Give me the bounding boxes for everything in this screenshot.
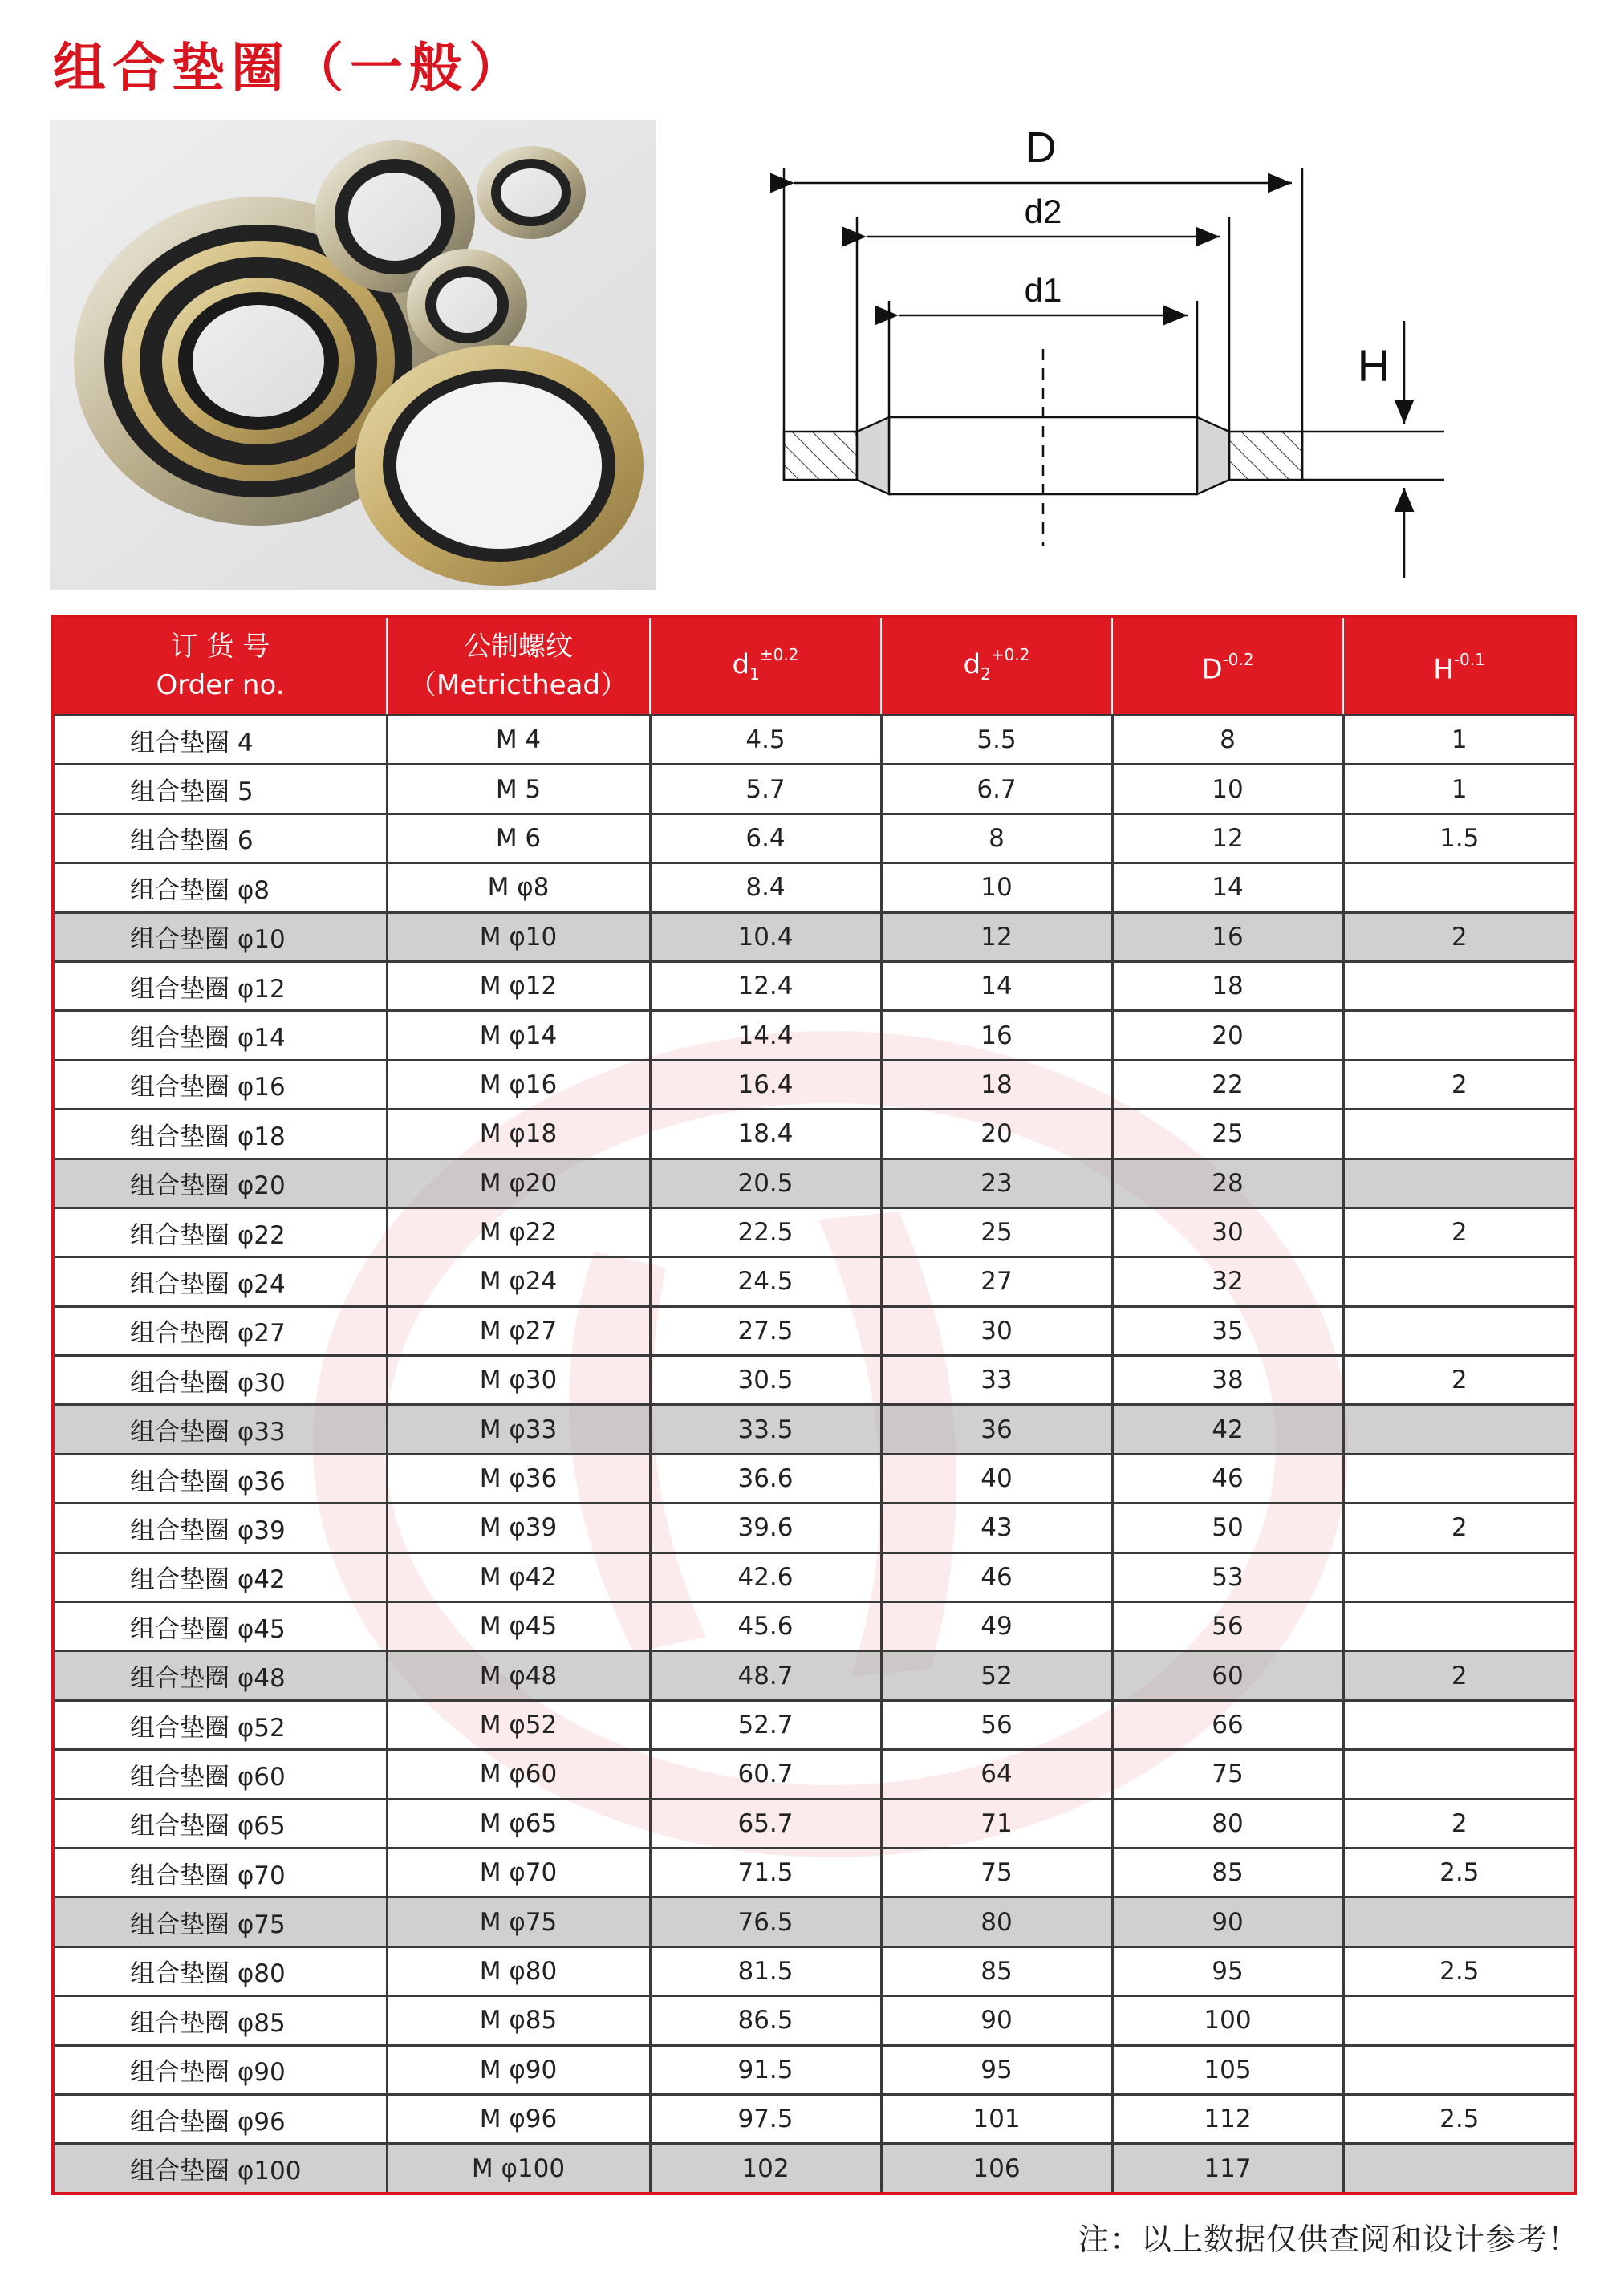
cell-thread: M φ52 [387,1700,650,1749]
table-row [53,1504,1576,1552]
cell-h: 2 [1343,1799,1576,1848]
cell-h [1343,1159,1576,1208]
cell-order: 组合垫圈 φ22 [53,1208,387,1256]
cell-d2: 6.7 [881,765,1112,814]
cell-thread: M φ80 [387,1946,650,1995]
table-header-row [53,616,1576,716]
cell-h: 2.5 [1343,1946,1576,1995]
cell-order: 组合垫圈 φ65 [53,1799,387,1848]
spec-table-body [53,716,1576,2194]
spec-table [51,615,1577,2195]
cell-thread: M φ85 [387,1996,650,2045]
table-row [53,1799,1576,1848]
cell-h: 2 [1343,1356,1576,1405]
cell-order: 组合垫圈 φ60 [53,1750,387,1799]
cell-d2: 25 [881,1208,1112,1256]
cell-order: 组合垫圈 6 [53,814,387,862]
cell-order: 组合垫圈 4 [53,716,387,765]
cell-d: 38 [1112,1356,1343,1405]
cell-d2: 80 [881,1898,1112,1946]
cell-d2: 18 [881,1060,1112,1109]
table-row [53,1110,1576,1159]
cell-d1: 33.5 [650,1405,881,1454]
cell-order: 组合垫圈 φ18 [53,1110,387,1159]
cell-d1: 76.5 [650,1898,881,1946]
label-H: H [1357,340,1391,391]
cell-d: 28 [1112,1159,1343,1208]
cell-d1: 81.5 [650,1946,881,1995]
cell-thread: M φ60 [387,1750,650,1799]
header-H-main: H [1433,653,1454,686]
cell-thread: M φ8 [387,863,650,912]
cell-d1: 24.5 [650,1257,881,1306]
header-d2-sub: 2 [980,664,991,684]
table-row [53,1208,1576,1256]
cell-h [1343,1552,1576,1601]
cell-d2: 36 [881,1405,1112,1454]
cell-d: 53 [1112,1552,1343,1601]
cell-d2: 52 [881,1651,1112,1700]
cell-order: 组合垫圈 φ27 [53,1306,387,1355]
cell-d1: 16.4 [650,1060,881,1109]
cell-d2: 43 [881,1504,1112,1552]
cell-order: 组合垫圈 φ70 [53,1848,387,1897]
cell-d: 75 [1112,1750,1343,1799]
cell-order: 组合垫圈 φ30 [53,1356,387,1405]
header-H [1343,616,1576,716]
cell-h [1343,1898,1576,1946]
cell-thread: M φ100 [387,2144,650,2194]
cell-h: 1 [1343,716,1576,765]
cell-d: 16 [1112,912,1343,961]
label-d2: d2 [1024,193,1062,230]
cell-d2: 95 [881,2045,1112,2094]
cell-thread: M φ12 [387,961,650,1010]
table-row [53,1159,1576,1208]
cell-d1: 42.6 [650,1552,881,1601]
cell-d1: 91.5 [650,2045,881,2094]
cell-d2: 8 [881,814,1112,862]
cell-thread: M φ48 [387,1651,650,1700]
cell-h [1343,2144,1576,2194]
cell-d1: 86.5 [650,1996,881,2045]
cell-h [1343,1454,1576,1503]
table-row [53,2094,1576,2143]
cell-order: 组合垫圈 φ85 [53,1996,387,2045]
table-row [53,1060,1576,1109]
cell-order: 组合垫圈 φ52 [53,1700,387,1749]
cell-order: 组合垫圈 φ75 [53,1898,387,1946]
cell-h [1343,961,1576,1010]
cell-h [1343,1750,1576,1799]
cell-h [1343,1996,1576,2045]
table-row [53,1898,1576,1946]
cell-thread: M φ30 [387,1356,650,1405]
table-row [53,1700,1576,1749]
table-row [53,1011,1576,1060]
cell-order: 组合垫圈 φ14 [53,1011,387,1060]
table-row [53,1848,1576,1897]
cell-d1: 10.4 [650,912,881,961]
table-row [53,961,1576,1010]
table-row [53,863,1576,912]
cell-h: 2.5 [1343,2094,1576,2143]
cell-thread: M φ33 [387,1405,650,1454]
cell-d2: 64 [881,1750,1112,1799]
header-d1-main: d [732,648,750,681]
cell-thread: M φ18 [387,1110,650,1159]
table-row [53,1356,1576,1405]
cell-h [1343,1700,1576,1749]
cell-h: 2.5 [1343,1848,1576,1897]
cell-d1: 71.5 [650,1848,881,1897]
header-D-tolerance: -0.2 [1222,649,1254,669]
table-row [53,716,1576,765]
table-row [53,1996,1576,2045]
cell-d: 50 [1112,1504,1343,1552]
cell-d1: 12.4 [650,961,881,1010]
cell-d: 10 [1112,765,1343,814]
table-row [53,2144,1576,2194]
cell-d: 42 [1112,1405,1343,1454]
cell-order: 组合垫圈 φ20 [53,1159,387,1208]
cell-order: 组合垫圈 φ48 [53,1651,387,1700]
cell-thread: M φ90 [387,2045,650,2094]
table-row [53,1946,1576,1995]
cell-d1: 39.6 [650,1504,881,1552]
product-photo [50,120,656,590]
cell-d2: 71 [881,1799,1112,1848]
label-d1: d1 [1024,271,1062,309]
cell-d2: 5.5 [881,716,1112,765]
cell-thread: M φ75 [387,1898,650,1946]
cell-h [1343,1306,1576,1355]
cell-d: 66 [1112,1700,1343,1749]
cell-d1: 48.7 [650,1651,881,1700]
cell-d: 100 [1112,1996,1343,2045]
cell-d2: 106 [881,2144,1112,2194]
cell-order: 组合垫圈 φ80 [53,1946,387,1995]
cell-d2: 20 [881,1110,1112,1159]
cell-d2: 16 [881,1011,1112,1060]
cell-d2: 49 [881,1602,1112,1651]
cell-order: 组合垫圈 φ90 [53,2045,387,2094]
cell-d1: 18.4 [650,1110,881,1159]
table-row [53,1651,1576,1700]
cell-h: 2 [1343,1504,1576,1552]
cell-d: 8 [1112,716,1343,765]
cell-h: 2 [1343,912,1576,961]
cell-d: 32 [1112,1257,1343,1306]
cell-d: 80 [1112,1799,1343,1848]
cell-d1: 65.7 [650,1799,881,1848]
table-row [53,1257,1576,1306]
cell-d: 35 [1112,1306,1343,1355]
cell-order: 组合垫圈 φ12 [53,961,387,1010]
cell-d: 117 [1112,2144,1343,2194]
cell-d1: 14.4 [650,1011,881,1060]
cell-d: 90 [1112,1898,1343,1946]
cell-d2: 10 [881,863,1112,912]
cell-order: 组合垫圈 φ10 [53,912,387,961]
cell-d1: 97.5 [650,2094,881,2143]
footer-note: 注：以上数据仅供查阅和设计参考！ [1078,2222,1579,2257]
cell-d2: 14 [881,961,1112,1010]
cell-d1: 36.6 [650,1454,881,1503]
cell-order: 组合垫圈 φ36 [53,1454,387,1503]
table-row [53,814,1576,862]
cell-d1: 8.4 [650,863,881,912]
cell-d: 25 [1112,1110,1343,1159]
header-thread-en: （Metricthead） [409,669,627,701]
cell-d1: 60.7 [650,1750,881,1799]
cell-h: 2 [1343,1208,1576,1256]
header-d1-sub: 1 [749,664,760,684]
spec-table-container [51,615,1574,2195]
cell-d2: 27 [881,1257,1112,1306]
cell-order: 组合垫圈 φ8 [53,863,387,912]
table-row [53,765,1576,814]
cell-h: 1 [1343,765,1576,814]
header-order-no [53,616,387,716]
cell-thread: M φ65 [387,1799,650,1848]
washer-dimension-diagram [770,104,1468,594]
header-thread [387,616,650,716]
cell-d1: 30.5 [650,1356,881,1405]
page-title: 组合垫圈（一般） [53,37,528,99]
cell-h: 2 [1343,1060,1576,1109]
cell-d: 112 [1112,2094,1343,2143]
cell-thread: M φ27 [387,1306,650,1355]
cell-h [1343,1405,1576,1454]
cell-d: 18 [1112,961,1343,1010]
cell-d2: 33 [881,1356,1112,1405]
cell-h: 1.5 [1343,814,1576,862]
cell-d2: 56 [881,1700,1112,1749]
header-d1 [650,616,881,716]
cell-d1: 27.5 [650,1306,881,1355]
cell-thread: M φ20 [387,1159,650,1208]
cell-d1: 20.5 [650,1159,881,1208]
table-row [53,1552,1576,1601]
cell-h [1343,1110,1576,1159]
cell-thread: M φ70 [387,1848,650,1897]
cell-d1: 4.5 [650,716,881,765]
cell-thread: M φ22 [387,1208,650,1256]
cell-d1: 5.7 [650,765,881,814]
cell-h [1343,1602,1576,1651]
cell-d2: 90 [881,1996,1112,2045]
cell-d: 60 [1112,1651,1343,1700]
cell-d: 105 [1112,2045,1343,2094]
cell-order: 组合垫圈 φ100 [53,2144,387,2194]
cell-d2: 40 [881,1454,1112,1503]
cell-thread: M φ24 [387,1257,650,1306]
cell-thread: M φ42 [387,1552,650,1601]
header-d2-main: d [963,648,981,681]
cell-d2: 46 [881,1552,1112,1601]
cell-d1: 6.4 [650,814,881,862]
cell-h: 2 [1343,1651,1576,1700]
header-order-en: Order no. [156,669,285,701]
cell-thread: M φ45 [387,1602,650,1651]
cell-d1: 102 [650,2144,881,2194]
cell-order: 组合垫圈 φ39 [53,1504,387,1552]
cell-d: 14 [1112,863,1343,912]
cell-d: 85 [1112,1848,1343,1897]
cell-d1: 52.7 [650,1700,881,1749]
table-row [53,1602,1576,1651]
cell-thread: M 5 [387,765,650,814]
cell-order: 组合垫圈 φ24 [53,1257,387,1306]
cell-d1: 45.6 [650,1602,881,1651]
header-H-tolerance: -0.1 [1453,649,1485,669]
cell-order: 组合垫圈 φ33 [53,1405,387,1454]
table-row [53,1405,1576,1454]
header-d2 [881,616,1112,716]
cell-order: 组合垫圈 φ45 [53,1602,387,1651]
cell-d: 20 [1112,1011,1343,1060]
cell-order: 组合垫圈 5 [53,765,387,814]
cell-h [1343,2045,1576,2094]
cell-d2: 12 [881,912,1112,961]
cell-d2: 30 [881,1306,1112,1355]
cell-order: 组合垫圈 φ16 [53,1060,387,1109]
cell-h [1343,863,1576,912]
cell-thread: M φ96 [387,2094,650,2143]
cell-thread: M φ16 [387,1060,650,1109]
header-D-main: D [1201,653,1223,686]
label-D: D [1025,124,1057,172]
header-thread-cn: 公制螺纹 [464,631,573,663]
header-d1-tolerance: ±0.2 [759,644,799,664]
cell-h [1343,1011,1576,1060]
cell-thread: M φ14 [387,1011,650,1060]
header-d2-tolerance: +0.2 [990,644,1030,664]
cell-h [1343,1257,1576,1306]
cell-d1: 22.5 [650,1208,881,1256]
cell-d2: 75 [881,1848,1112,1897]
cell-d2: 101 [881,2094,1112,2143]
cell-d: 46 [1112,1454,1343,1503]
header-D [1112,616,1343,716]
header-order-cn: 订 货 号 [170,631,270,663]
table-row [53,1454,1576,1503]
table-row [53,912,1576,961]
cell-d2: 23 [881,1159,1112,1208]
cell-thread: M φ36 [387,1454,650,1503]
cell-d: 56 [1112,1602,1343,1651]
cell-d: 95 [1112,1946,1343,1995]
cell-thread: M φ39 [387,1504,650,1552]
cell-order: 组合垫圈 φ96 [53,2094,387,2143]
cell-d: 22 [1112,1060,1343,1109]
cell-thread: M φ10 [387,912,650,961]
cell-order: 组合垫圈 φ42 [53,1552,387,1601]
cell-thread: M 4 [387,716,650,765]
table-row [53,2045,1576,2094]
cell-d2: 85 [881,1946,1112,1995]
table-row [53,1750,1576,1799]
table-row [53,1306,1576,1355]
cell-d: 12 [1112,814,1343,862]
cell-thread: M 6 [387,814,650,862]
cell-d: 30 [1112,1208,1343,1256]
